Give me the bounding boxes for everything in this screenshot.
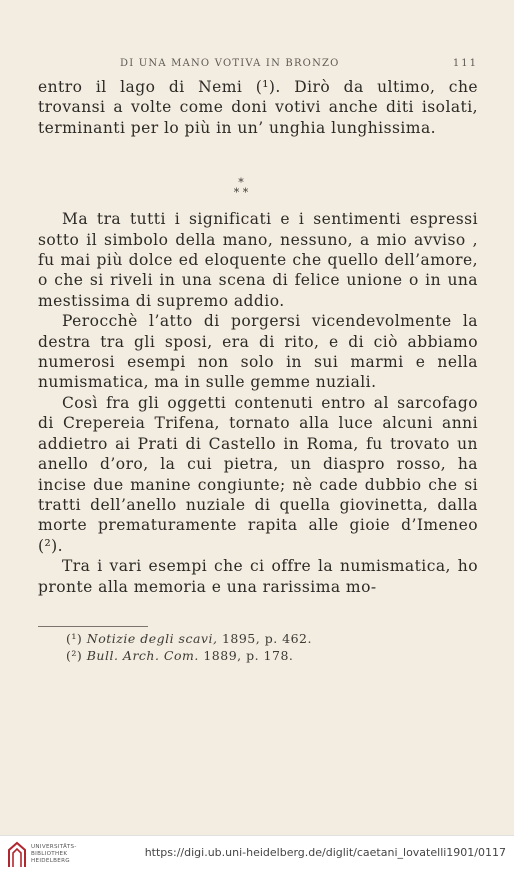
- footnote-source: Notizie degli scavi,: [86, 631, 218, 646]
- paragraph: Tra i vari esempi che ci offre la numismatica, ho pronte alla memoria e una rarissima mo-: [38, 557, 478, 596]
- footnote-detail: 1889, p. 178.: [198, 648, 294, 663]
- section-asterism: [228, 178, 254, 204]
- asterism-bottom: * *: [233, 186, 249, 199]
- footnote-rule: [38, 626, 148, 627]
- body-text: [38, 77, 478, 597]
- asterism-top: *: [238, 176, 244, 189]
- institution-line: BIBLIOTHEK: [31, 851, 68, 857]
- viewer-footer: [0, 835, 514, 874]
- footnote-source: Bull. Arch. Com.: [86, 648, 199, 663]
- paragraph-continuation: entro il lago di Nemi (¹). Dirò da ultimo, che trovansi a volte come doni votivi anche diti isolati, terminanti per lo più in un’ unghia lunghissima.: [38, 78, 478, 137]
- footnote-detail: 1895, p. 462.: [217, 631, 312, 646]
- paragraph: Così fra gli oggetti contenuti entro al sarcofago di Crepereia Trifena, tornato alla luce alcuni anni addietro ai Prati di Castello in Roma, fu trovato un anello d’oro, la cui pietra, un diaspro rosso, ha incise due manine congiunte; nè cade dubbio che si tratti dell’anello nuziale di quella giovinetta, dalla morte prematuramente rapita alle gioie d’Imeneo (²).: [38, 393, 478, 555]
- institution-line: HEIDELBERG: [31, 858, 70, 864]
- running-title: DI UNA MANO VOTIVA IN BRONZO: [120, 58, 340, 69]
- footnote-mark: (²): [66, 648, 83, 663]
- running-header: [38, 58, 478, 74]
- footnotes: [38, 630, 478, 664]
- institution-line: UNIVERSITÄTS-: [31, 844, 77, 850]
- footnote: [38, 630, 478, 647]
- paragraph: Ma tra tutti i significati e i sentimenti espressi sotto il simbolo della mano, nessuno, a mio avviso , fu mai più dolce ed eloquente che quello dell’amore, o che si riveli in una scena di felice unione o in una mestissima di supremo addio.: [38, 210, 478, 310]
- institution-name: [31, 844, 77, 865]
- permalink-url[interactable]: https://digi.ub.uni-heidelberg.de/diglit/caetani_lovatelli1901/0117: [144, 846, 506, 859]
- paragraph: Perocchè l’atto di porgersi vicendevolmente la destra tra gli sposi, era di rito, e di ciò abbiamo numerosi esempi non solo in sui marmi e nella numismatica, ma in sulle gemme nuziali.: [38, 312, 478, 392]
- page-number: 111: [452, 58, 478, 69]
- footnote: [38, 647, 478, 664]
- library-logo-icon: [6, 841, 28, 869]
- footnote-mark: (¹): [66, 631, 83, 646]
